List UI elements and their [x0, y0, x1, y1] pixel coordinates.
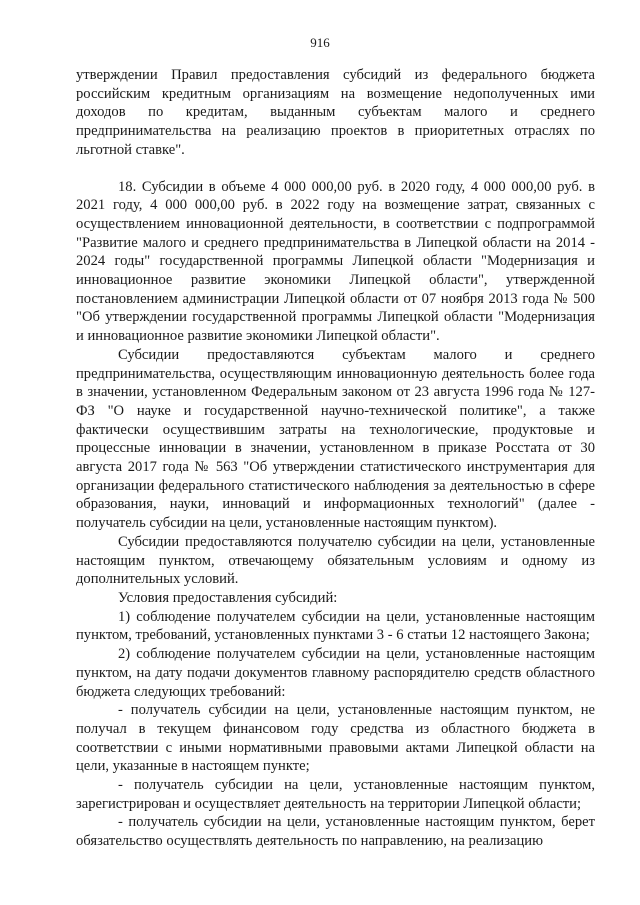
paragraph-requirement-1: - получатель субсидии на цели, установленные настоящим пунктом, не получал в текущем финансовом году средства из областного бюджета в соответствии с иными нормативными правовыми актами Липецкой области на цели, указанные в настоящем пункте;: [76, 702, 595, 775]
paragraph-item-18: 18. Субсидии в объеме 4 000 000,00 руб. в 2020 году, 4 000 000,00 руб. в 2021 году, 4 000 000,00 руб. в 2022 году на возмещение затрат, связанных с осуществлением инновационной деятельности, в соответствии с подпрограммой "Развитие малого и среднего предпринимательства в Липецкой области на 2014 - 2024 годы" государственной программы Липецкой области "Модернизация и инновационное развитие экономики Липецкой области", утвержденной постановлением администрации Липецкой области от 07 ноября 2013 года № 500 "Об утверждении государственной программы Липецкой области "Модернизация и инновационное развитие экономики Липецкой области".: [76, 178, 595, 345]
paragraph-conditions-heading: Условия предоставления субсидий:: [118, 589, 338, 606]
page-number: 916: [310, 35, 330, 50]
paragraph-continuation: утверждении Правил предоставления субсидий из федерального бюджета российским кредитным организациям на возмещение недополученных ими доходов по кредитам, выданным субъектам малого и среднего предпринимательства на реализацию проектов в приоритетных отраслях по льготной ставке".: [76, 67, 595, 158]
paragraph-recipients: Субсидии предоставляются субъектам малого и среднего предпринимательства, осуществляющим инновационную деятельность более года в значении, установленном Федеральным законом от 23 августа 1996 года № 127-ФЗ "О науке и государственной научно-технической политике", а также фактически осуществившим затраты на технологические, продуктовые и процессные инновации в значении, установленном в приказе Росстата от 30 августа 2017 года № 563 "Об утверждении статистического инструментария для организации федерального статистического наблюдения за деятельностью в сфере образования, науки, инноваций и информационных технологий" (далее - получатель субсидии на цели, установленные настоящим пунктом).: [76, 346, 595, 532]
paragraph-condition-2: 2) соблюдение получателем субсидии на цели, установленные настоящим пунктом, на дату подачи документов главному распорядителю средств областного бюджета следующих требований:: [76, 646, 595, 700]
paragraph-requirement-2: - получатель субсидии на цели, установленные настоящим пунктом, зарегистрирован и осуществляет деятельность на территории Липецкой области;: [76, 777, 595, 812]
paragraph-requirement-3: - получатель субсидии на цели, установленные настоящим пунктом, берет обязательство осуществлять деятельность по направлению, на реализацию: [76, 814, 595, 850]
paragraph-condition-1: 1) соблюдение получателем субсидии на цели, установленные настоящим пунктом, требований, установленных пунктами 3 - 6 статьи 12 настоящего Закона;: [76, 608, 595, 644]
paragraph-provision: Субсидии предоставляются получателю субсидии на цели, установленные настоящим пунктом, отвечающему обязательным условиям и одному из дополнительных условий.: [76, 533, 595, 588]
document-body: [76, 66, 595, 851]
